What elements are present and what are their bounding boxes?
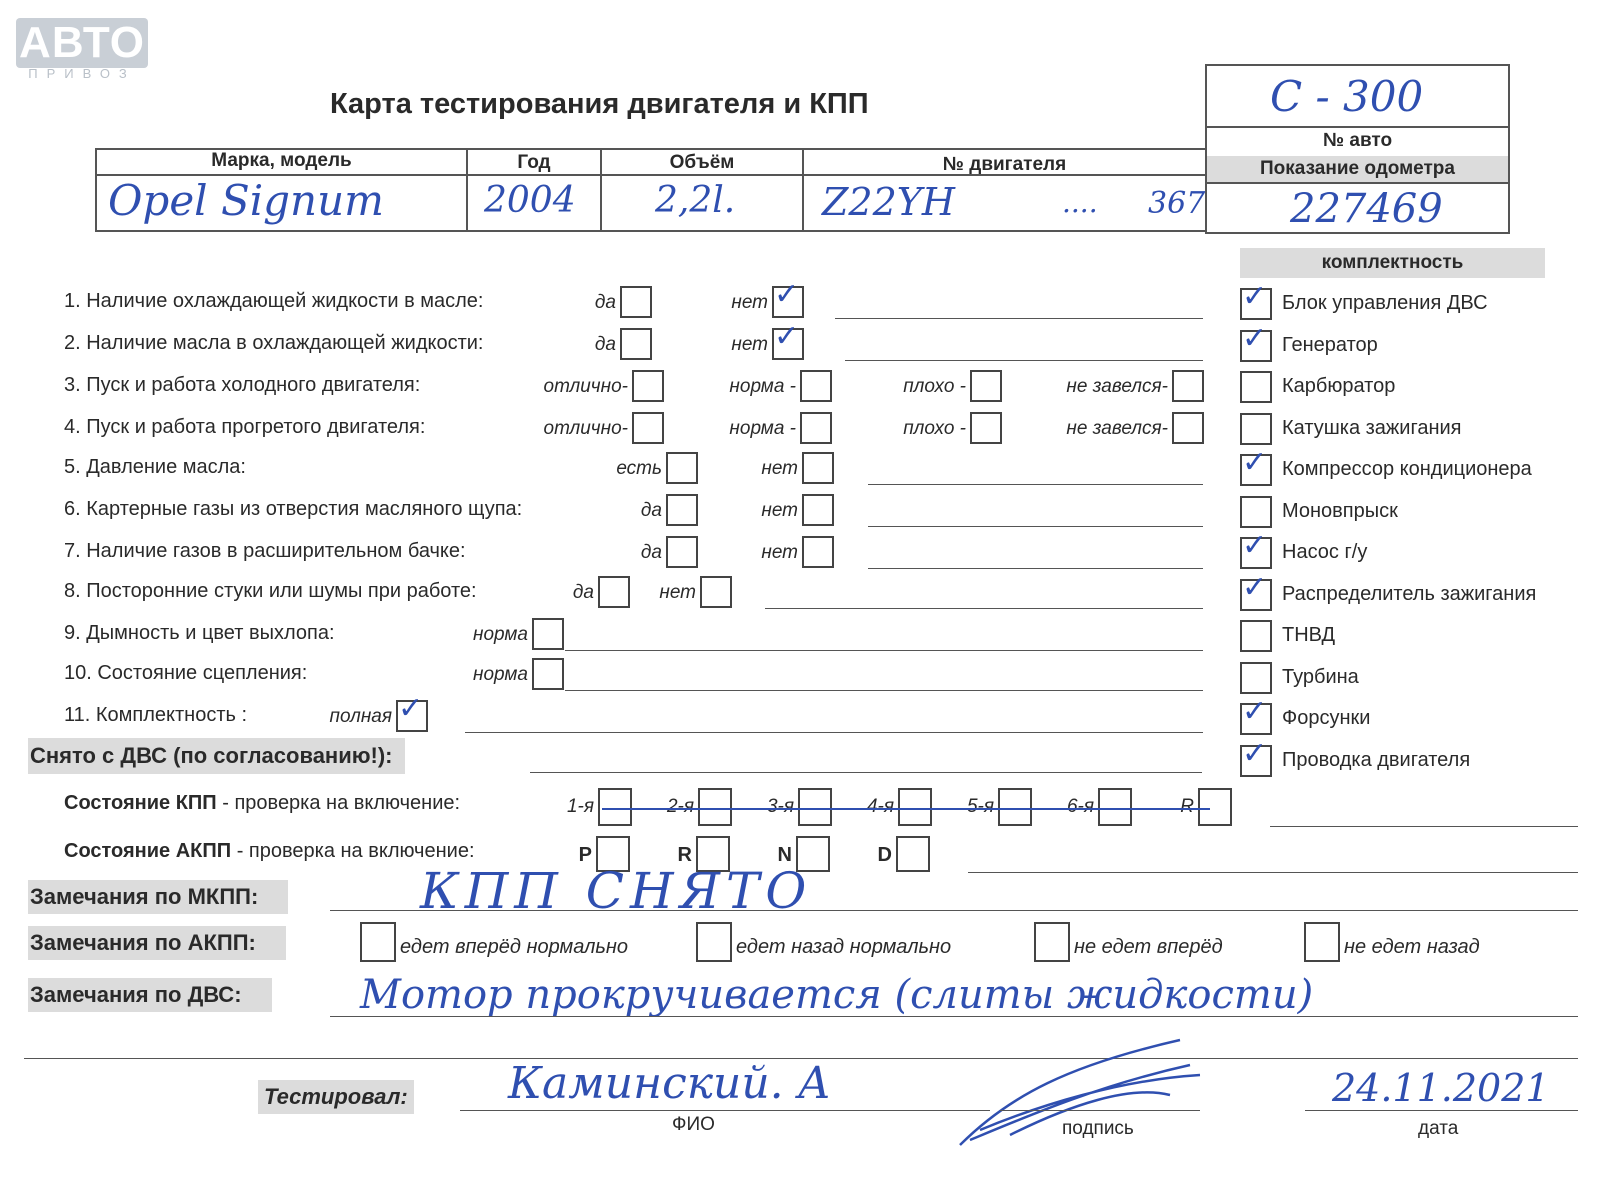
- kpp-gear-checkbox[interactable]: [798, 788, 832, 826]
- checkbox[interactable]: [620, 328, 652, 360]
- option-label: полная: [329, 706, 392, 727]
- engine-tail: 367: [1148, 186, 1206, 221]
- akpp-gear-label: R: [677, 844, 692, 866]
- checkbox[interactable]: [800, 412, 832, 444]
- question-label: 4. Пуск и работа прогретого двигателя:: [64, 416, 426, 438]
- completeness-item: Турбина: [1282, 665, 1359, 688]
- akpp-gear-label: D: [877, 844, 892, 866]
- checkbox[interactable]: [970, 370, 1002, 402]
- divider: [1205, 182, 1510, 184]
- checkbox[interactable]: [1172, 412, 1204, 444]
- sign-line: [1000, 1110, 1200, 1111]
- kpp-gear-label: 2-я: [666, 796, 694, 817]
- date-line: [1305, 1110, 1578, 1111]
- kpp-line: [1270, 826, 1578, 827]
- completeness-checkbox[interactable]: [1240, 496, 1272, 528]
- akpp-label: Состояние АКПП - проверка на включение:: [64, 840, 475, 862]
- option-label: есть: [616, 458, 662, 479]
- check-mark-icon: ✓: [1242, 735, 1268, 771]
- completeness-item: Генератор: [1282, 333, 1378, 356]
- checkbox[interactable]: [620, 286, 652, 318]
- kpp-gear-label: 3-я: [766, 796, 794, 817]
- date-label: дата: [1418, 1118, 1459, 1139]
- answer-line: [868, 484, 1203, 485]
- year-header: Год: [517, 152, 551, 173]
- check-mark-icon: ✓: [1242, 445, 1268, 480]
- check-mark-icon: ✓: [1242, 279, 1268, 314]
- checkbox[interactable]: [666, 494, 698, 526]
- volume-value: 2,2l.: [655, 180, 736, 221]
- akpp-notes-label: Замечания по АКПП:: [28, 926, 286, 960]
- check-mark-icon: ✓: [1242, 569, 1268, 605]
- mkpp-notes-value: КПП СНЯТО: [420, 862, 813, 920]
- completeness-item: Карбюратор: [1282, 375, 1396, 397]
- question-label: 2. Наличие масла в охлаждающей жидкости:: [64, 332, 484, 354]
- completeness-checkbox[interactable]: [1240, 413, 1272, 445]
- completeness-item: ТНВД: [1282, 624, 1336, 646]
- akpp-note-label: не едет назад: [1344, 936, 1480, 958]
- akpp-gear-label: P: [578, 844, 592, 866]
- question-label: 11. Комплектность :: [64, 704, 248, 726]
- completeness-item: Распределитель зажигания: [1282, 582, 1537, 605]
- divider: [1205, 126, 1510, 128]
- dvs-line: [330, 1016, 1578, 1017]
- kpp-gear-checkbox[interactable]: [598, 788, 632, 826]
- kpp-gear-checkbox[interactable]: [998, 788, 1032, 826]
- dvs-notes-value: Мотор прокручивается (слиты жидкости): [360, 972, 1314, 1018]
- make-value: Opel Signum: [108, 176, 384, 225]
- kpp-gear-checkbox[interactable]: [898, 788, 932, 826]
- answer-line: [565, 690, 1203, 691]
- tester-name: Каминский. А: [508, 1058, 831, 1109]
- completeness-checkbox[interactable]: [1240, 620, 1272, 652]
- answer-line: [868, 526, 1203, 527]
- brand-logo-sub: ПРИВОЗ: [28, 66, 136, 81]
- answer-line: [465, 732, 1203, 733]
- completeness-item: Проводка двигателя: [1282, 748, 1471, 771]
- tested-label: Тестировал:: [258, 1080, 414, 1114]
- checkbox[interactable]: [800, 370, 832, 402]
- completeness-item: Блок управления ДВС: [1282, 292, 1488, 314]
- check-mark-icon: ✓: [1242, 320, 1268, 356]
- kpp-label: Состояние КПП - проверка на включение:: [64, 792, 461, 814]
- completeness-item: Компрессор кондиционера: [1282, 458, 1532, 480]
- option-label: нет: [731, 334, 768, 355]
- checkbox[interactable]: [802, 536, 834, 568]
- completeness-item: Катушка зажигания: [1282, 416, 1462, 439]
- checkbox[interactable]: [632, 412, 664, 444]
- check-mark-icon: ✓: [1242, 694, 1268, 729]
- question-label: 8. Посторонние стуки или шумы при работе:: [64, 580, 477, 602]
- akpp-note-checkbox[interactable]: [1034, 922, 1070, 962]
- checkbox[interactable]: [802, 452, 834, 484]
- odometer-header: Показание одометра: [1207, 156, 1508, 182]
- option-label: плохо -: [903, 376, 966, 397]
- completeness-item: Моновпрыск: [1282, 499, 1398, 522]
- question-label: 6. Картерные газы из отверстия масляного щупа:: [64, 498, 523, 520]
- kpp-gear-label: 1-я: [566, 796, 594, 817]
- check-mark-icon: ✓: [774, 319, 800, 354]
- checkbox[interactable]: [666, 536, 698, 568]
- checkbox[interactable]: [532, 618, 564, 650]
- akpp-note-label: едет назад нормально: [736, 936, 952, 958]
- car-number-value: C - 300: [1270, 72, 1424, 121]
- option-label: да: [640, 500, 662, 521]
- fio-label: ФИО: [672, 1114, 715, 1135]
- page-title: Карта тестирования двигателя и КПП: [330, 88, 869, 120]
- kpp-gear-label: R: [1180, 796, 1194, 817]
- option-label: отлично-: [543, 418, 628, 439]
- option-label: норма -: [729, 418, 796, 439]
- test-date: 24.11.2021: [1332, 1066, 1550, 1110]
- option-label: отлично-: [543, 376, 628, 397]
- kpp-gear-checkbox[interactable]: [1198, 788, 1232, 826]
- checkbox[interactable]: [666, 452, 698, 484]
- kpp-gear-checkbox[interactable]: [698, 788, 732, 826]
- year-value: 2004: [484, 180, 576, 221]
- answer-line: [765, 608, 1203, 609]
- option-label: норма: [473, 624, 528, 645]
- answer-line: [565, 650, 1203, 651]
- removed-label: Снято с ДВС (по согласованию!):: [28, 738, 405, 774]
- completeness-item: Форсунки: [1282, 707, 1371, 729]
- akpp-gear-checkbox[interactable]: [896, 836, 930, 872]
- option-label: норма: [473, 664, 528, 685]
- akpp-note-checkbox[interactable]: [360, 922, 396, 962]
- checkbox[interactable]: [532, 658, 564, 690]
- brand-logo: АВТО: [16, 18, 148, 68]
- question-label: 7. Наличие газов в расширительном бачке:: [64, 540, 466, 562]
- option-label: плохо -: [903, 418, 966, 439]
- option-label: да: [594, 292, 616, 313]
- completeness-checkbox[interactable]: [1240, 662, 1272, 694]
- kpp-gear-checkbox[interactable]: [1098, 788, 1132, 826]
- volume-header: Объём: [669, 152, 735, 173]
- question-label: 9. Дымность и цвет выхлопа:: [64, 622, 335, 644]
- question-label: 3. Пуск и работа холодного двигателя:: [64, 374, 421, 396]
- dvs-notes-label: Замечания по ДВС:: [28, 978, 272, 1012]
- akpp-line: [968, 872, 1578, 873]
- kpp-gear-label: 6-я: [1066, 796, 1094, 817]
- mkpp-notes-label: Замечания по МКПП:: [28, 880, 288, 914]
- question-label: 10. Состояние сцепления:: [64, 662, 308, 684]
- completeness-checkbox[interactable]: [1240, 371, 1272, 403]
- question-label: 5. Давление масла:: [64, 456, 246, 478]
- removed-line: [530, 772, 1202, 773]
- odometer-value: 227469: [1290, 186, 1443, 232]
- option-label: нет: [761, 500, 798, 521]
- answer-line: [845, 360, 1203, 361]
- kpp-strike: [602, 808, 1210, 810]
- check-mark-icon: ✓: [1242, 528, 1268, 563]
- option-label: нет: [731, 292, 768, 313]
- checkbox[interactable]: [598, 576, 630, 608]
- option-label: норма -: [729, 376, 796, 397]
- kpp-gear-label: 5-я: [966, 796, 994, 817]
- checkbox[interactable]: [632, 370, 664, 402]
- checkbox[interactable]: [1172, 370, 1204, 402]
- answer-line: [868, 568, 1203, 569]
- car-number-label: № авто: [1322, 130, 1393, 151]
- check-mark-icon: ✓: [774, 277, 800, 312]
- mkpp-line: [330, 910, 1578, 911]
- checkbox[interactable]: [802, 494, 834, 526]
- answer-line: [835, 318, 1203, 319]
- option-label: да: [572, 582, 594, 603]
- option-label: да: [640, 542, 662, 563]
- engine-value: Z22YH: [822, 180, 955, 224]
- akpp-note-label: едет вперёд нормально: [400, 936, 629, 958]
- completeness-item: Насос г/у: [1282, 541, 1368, 563]
- checkbox[interactable]: [700, 576, 732, 608]
- akpp-note-checkbox[interactable]: [1304, 922, 1340, 962]
- check-mark-icon: ✓: [398, 691, 424, 726]
- option-label: не завелся-: [1066, 376, 1168, 397]
- engine-dots: ....: [1062, 186, 1098, 219]
- sign-label: подпись: [1062, 1118, 1134, 1139]
- kpp-gear-label: 4-я: [866, 796, 894, 817]
- completeness-title: комплектность: [1240, 248, 1545, 278]
- fio-line: [460, 1110, 990, 1111]
- option-label: нет: [761, 542, 798, 563]
- akpp-gear-label: N: [777, 844, 792, 866]
- option-label: да: [594, 334, 616, 355]
- option-label: нет: [659, 582, 696, 603]
- akpp-note-label: не едет вперёд: [1074, 936, 1223, 958]
- akpp-note-checkbox[interactable]: [696, 922, 732, 962]
- engine-header: № двигателя: [942, 154, 1067, 175]
- option-label: не завелся-: [1066, 418, 1168, 439]
- make-header: Марка, модель: [211, 150, 352, 171]
- checkbox[interactable]: [970, 412, 1002, 444]
- option-label: нет: [761, 458, 798, 479]
- question-label: 1. Наличие охлаждающей жидкости в масле:: [64, 290, 484, 312]
